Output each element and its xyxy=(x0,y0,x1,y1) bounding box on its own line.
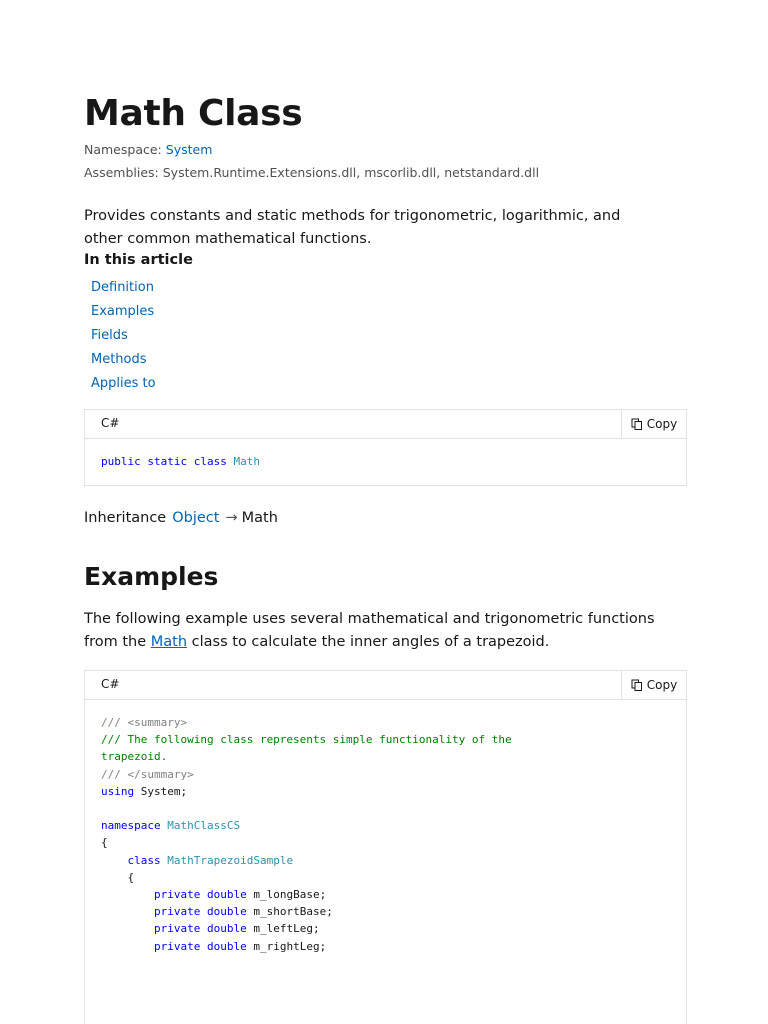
summary-text: Provides constants and static methods for trigonometric, logarithmic, and other common mathematical functions. xyxy=(84,208,621,247)
examples-text: class to calculate the inner angles of a trapezoid. xyxy=(187,634,550,650)
assemblies-label: Assemblies: xyxy=(84,165,159,180)
code-text: m_rightLeg; xyxy=(246,939,327,953)
copy-icon xyxy=(631,679,643,691)
copy-button[interactable] xyxy=(621,410,686,438)
copy-label: Copy xyxy=(646,678,678,692)
example-code-block xyxy=(84,670,687,1024)
inheritance-line xyxy=(84,508,278,528)
inheritance-derived: Math xyxy=(241,510,278,526)
code-keyword: private xyxy=(153,905,201,919)
code-brace: { xyxy=(101,836,108,850)
code-brace: { xyxy=(127,870,135,884)
copy-button[interactable] xyxy=(621,671,686,699)
namespace-line xyxy=(84,141,212,159)
code-line: /// </summary> xyxy=(101,767,194,781)
code-text: m_leftLeg; xyxy=(246,922,320,936)
code-type: Math xyxy=(233,455,260,468)
code-line: /// The following class represents simple functionality of the xyxy=(101,733,512,747)
code-line: /// <summary> xyxy=(101,716,188,729)
namespace-label: Namespace: xyxy=(84,142,162,157)
code-language-label: C# xyxy=(101,677,120,691)
copy-label: Copy xyxy=(646,417,678,431)
declaration-code xyxy=(85,439,686,470)
inheritance-object-link[interactable]: Object xyxy=(172,510,220,526)
declaration-code-block xyxy=(84,409,687,486)
examples-description xyxy=(84,608,687,654)
code-type: MathTrapezoidSample xyxy=(167,853,294,867)
code-keyword: double xyxy=(206,922,247,936)
code-line: trapezoid. xyxy=(101,750,168,764)
code-keyword: double xyxy=(206,888,247,902)
code-language-label: C# xyxy=(101,416,120,430)
code-keyword: public xyxy=(101,455,141,468)
code-keyword: private xyxy=(153,922,201,936)
code-keyword: using xyxy=(101,784,135,798)
code-keyword: double xyxy=(206,939,247,953)
page-title: Math Class xyxy=(84,93,303,134)
code-keyword: private xyxy=(153,888,201,902)
example-code xyxy=(85,700,686,955)
code-keyword: static xyxy=(147,455,188,468)
toc-link-fields[interactable]: Fields xyxy=(91,328,128,343)
code-type: MathClassCS xyxy=(167,819,241,833)
inheritance-label: Inheritance xyxy=(84,510,167,526)
toc-link-examples[interactable]: Examples xyxy=(91,304,155,319)
code-block-header xyxy=(85,410,686,439)
code-keyword: class xyxy=(127,853,161,867)
examples-text: The following example uses several mathematical and trigonometric functions from the xyxy=(84,611,655,650)
table-of-contents xyxy=(91,278,156,398)
namespace-link[interactable]: System xyxy=(165,142,213,157)
toc-link-methods[interactable]: Methods xyxy=(91,352,147,367)
toc-heading: In this article xyxy=(84,252,193,268)
code-text: m_shortBase; xyxy=(246,905,333,919)
toc-link-applies-to[interactable]: Applies to xyxy=(91,376,156,391)
toc-link-definition[interactable]: Definition xyxy=(91,280,154,295)
examples-heading: Examples xyxy=(84,562,219,591)
code-block-header xyxy=(85,671,686,700)
math-link[interactable]: Math xyxy=(150,634,188,650)
code-text: m_longBase; xyxy=(246,888,327,902)
copy-icon xyxy=(631,418,643,430)
code-text: System; xyxy=(134,784,188,798)
code-keyword: class xyxy=(193,455,227,468)
assemblies-value: System.Runtime.Extensions.dll, mscorlib.dll, netstandard.dll xyxy=(162,165,540,180)
code-keyword: namespace xyxy=(101,819,161,833)
code-keyword: double xyxy=(206,905,247,919)
assemblies-line xyxy=(84,164,539,182)
code-keyword: private xyxy=(153,939,201,953)
arrow-right-icon: → xyxy=(225,510,238,526)
